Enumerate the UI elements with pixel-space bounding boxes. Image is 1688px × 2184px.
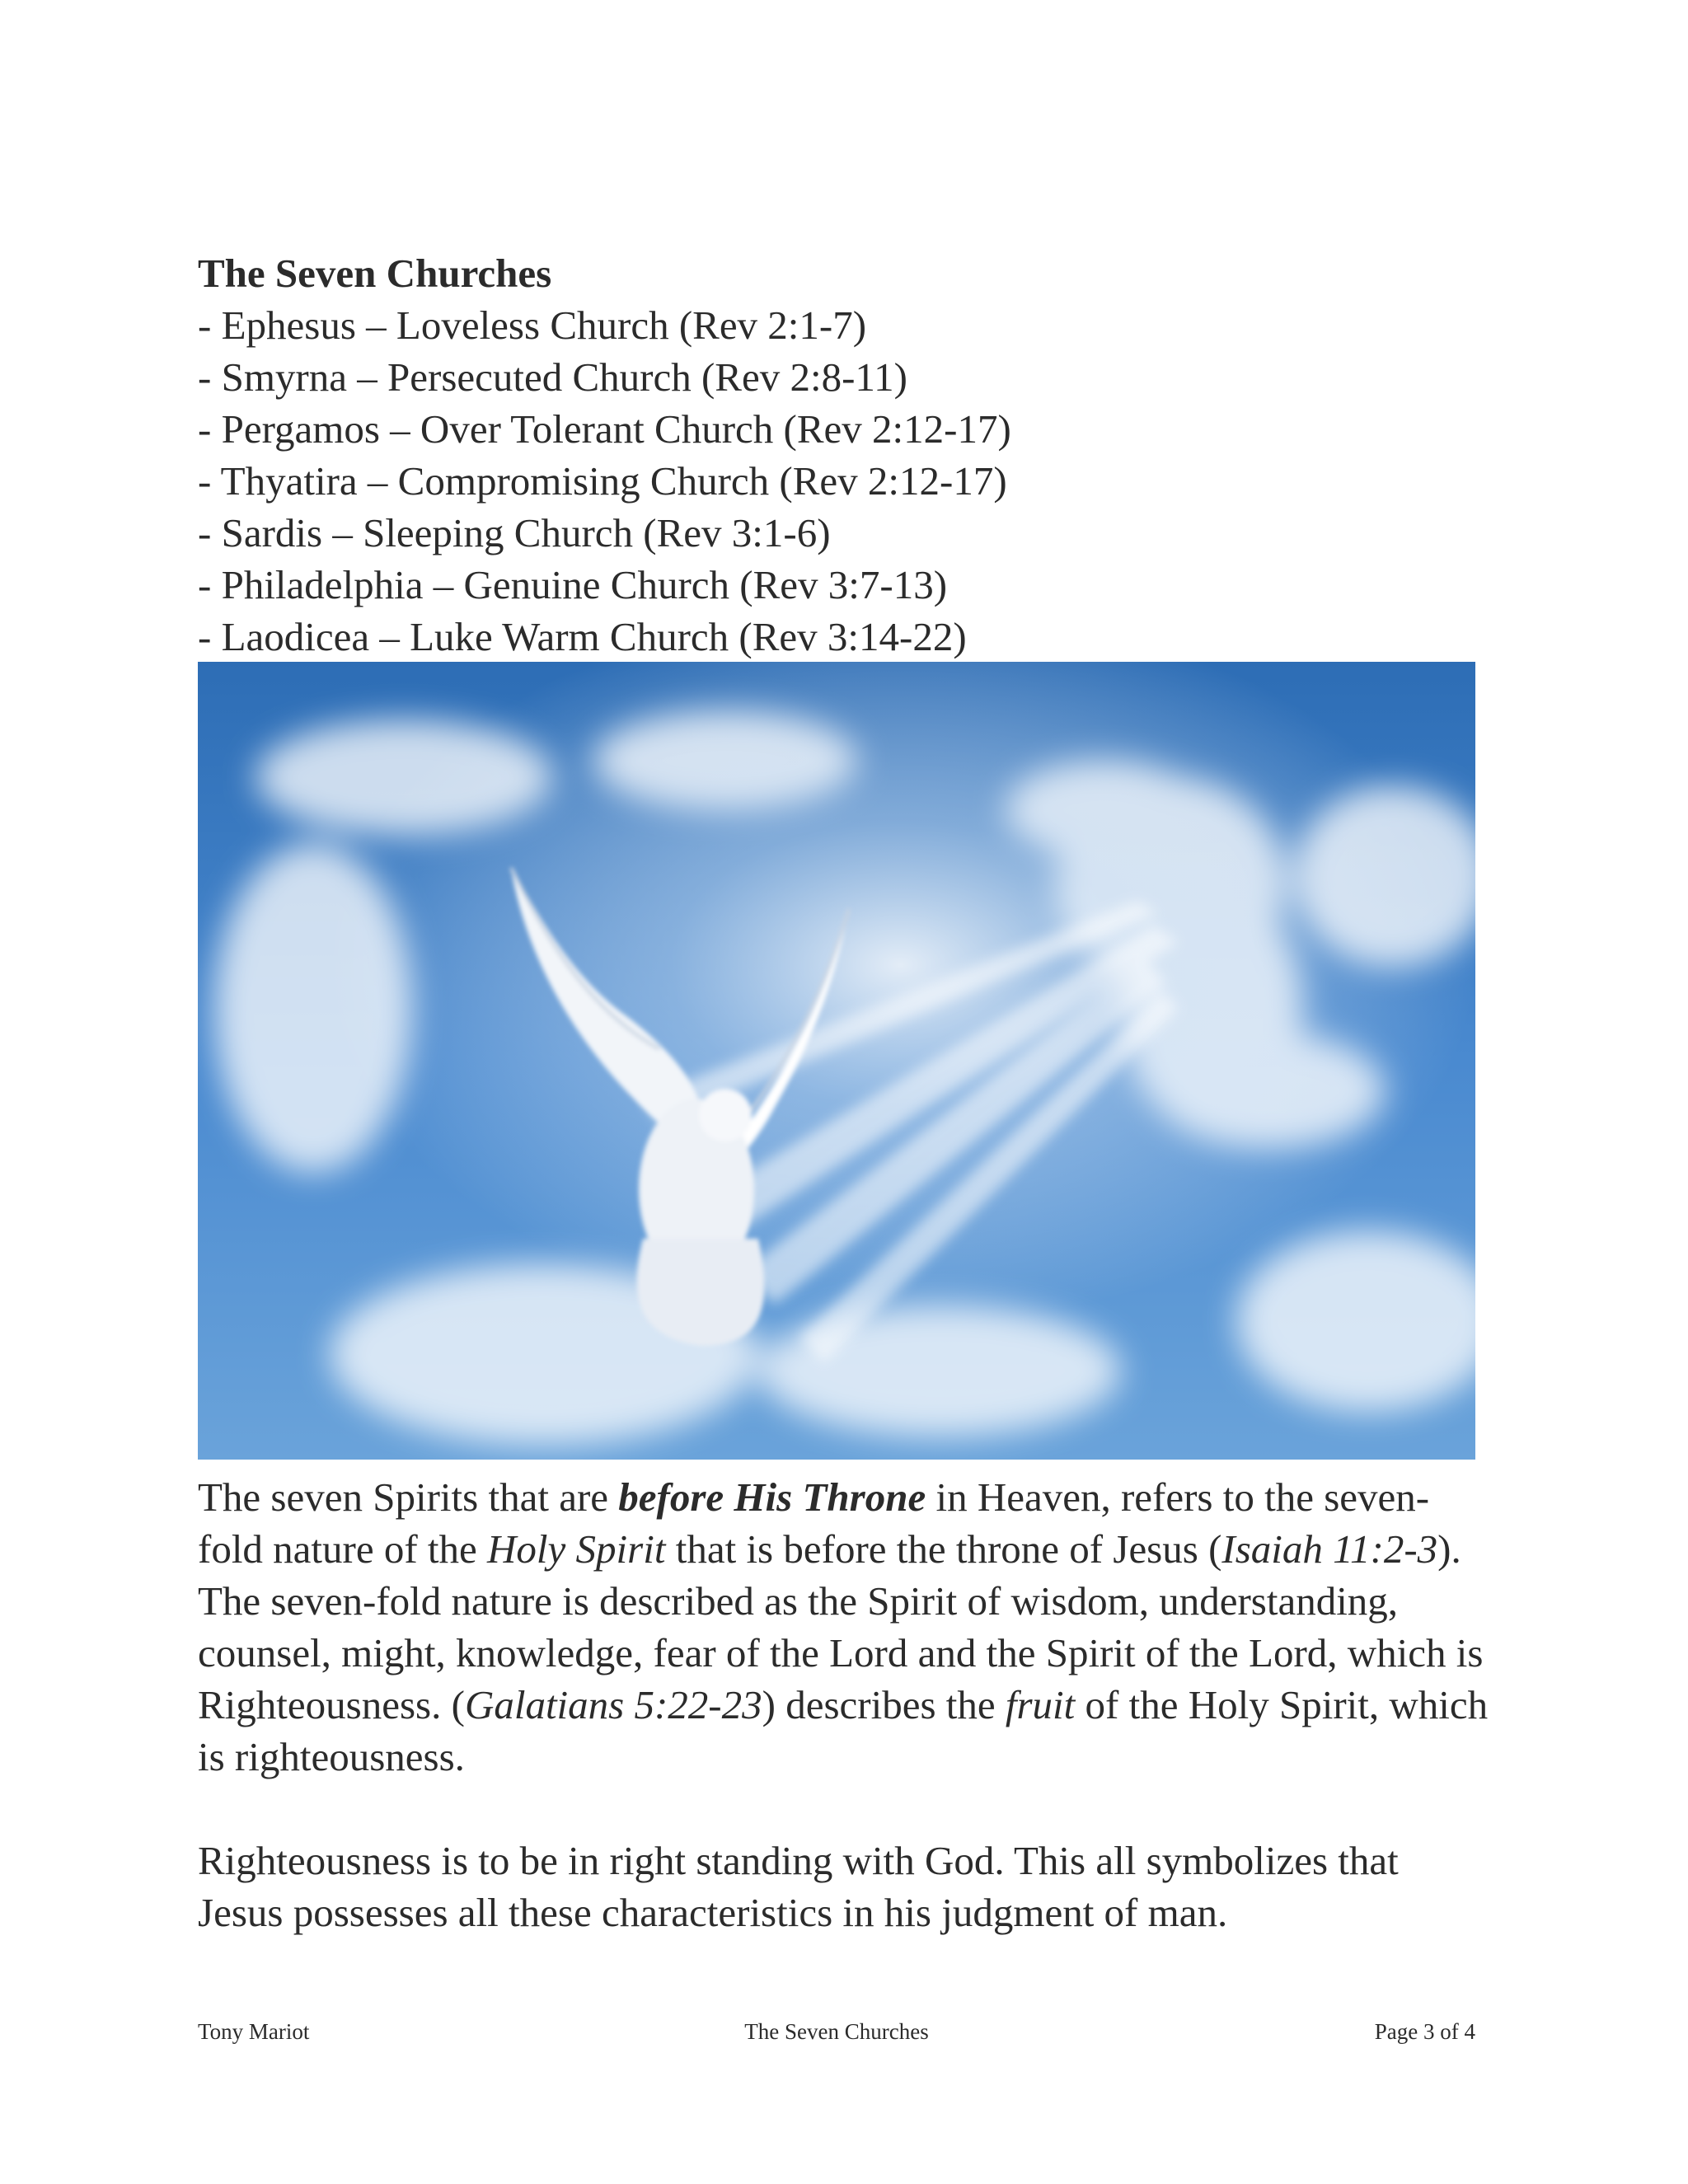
- church-list-item: - Sardis – Sleeping Church (Rev 3:1-6): [198, 510, 831, 555]
- text-run: in Heaven, refers to the seven-fold nature of the: [198, 1474, 1430, 1572]
- dove-sky-illustration: [198, 662, 1475, 1460]
- reference-galatians: Galatians 5:22-23: [464, 1682, 762, 1727]
- church-list-item: - Laodicea – Luke Warm Church (Rev 3:14-22): [198, 614, 967, 659]
- church-list-item: - Smyrna – Persecuted Church (Rev 2:8-11): [198, 354, 907, 400]
- emphasis-before-his-throne: before His Throne: [618, 1474, 926, 1520]
- church-list-item: - Pergamos – Over Tolerant Church (Rev 2:12-17): [198, 406, 1011, 452]
- church-list: [198, 299, 1484, 663]
- footer-page-number: Page 3 of 4: [1374, 2019, 1475, 2044]
- page-footer: [198, 2017, 1475, 2050]
- church-list-item: - Ephesus – Loveless Church (Rev 2:1-7): [198, 302, 867, 348]
- emphasis-fruit: fruit: [1005, 1682, 1076, 1727]
- heading-block: [198, 247, 1484, 663]
- page-title: The Seven Churches: [198, 251, 552, 296]
- text-run: of the Holy Spirit, which is righteousness.: [198, 1682, 1489, 1779]
- text-run: that is before the throne of Jesus (: [665, 1526, 1222, 1572]
- text-run: The seven Spirits that are: [198, 1474, 619, 1520]
- footer-author: Tony Mariot: [198, 2019, 310, 2044]
- reference-isaiah: Isaiah 11:2-3: [1221, 1526, 1438, 1572]
- church-list-item: - Philadelphia – Genuine Church (Rev 3:7-13): [198, 562, 948, 607]
- dove-sky-image: [198, 662, 1475, 1460]
- church-list-item: - Thyatira – Compromising Church (Rev 2:12-17): [198, 458, 1007, 504]
- footer-title: The Seven Churches: [744, 2019, 929, 2044]
- paragraph-seven-spirits: [198, 1471, 1492, 1783]
- text-run: ) describes the: [762, 1682, 1006, 1727]
- body-text: [198, 1471, 1492, 1938]
- text-run: ). The seven-fold nature is described as the Spirit of wisdom, understanding, counsel, might, knowledge, fear of the Lord and the Spirit of the Lord, which is Righteousness. (: [198, 1526, 1484, 1727]
- paragraph-righteousness: Righteousness is to be in right standing with God. This all symbolizes that Jesus possesses all these characteristics in his judgment of man.: [198, 1838, 1399, 1935]
- emphasis-holy-spirit: Holy Spirit: [487, 1526, 666, 1572]
